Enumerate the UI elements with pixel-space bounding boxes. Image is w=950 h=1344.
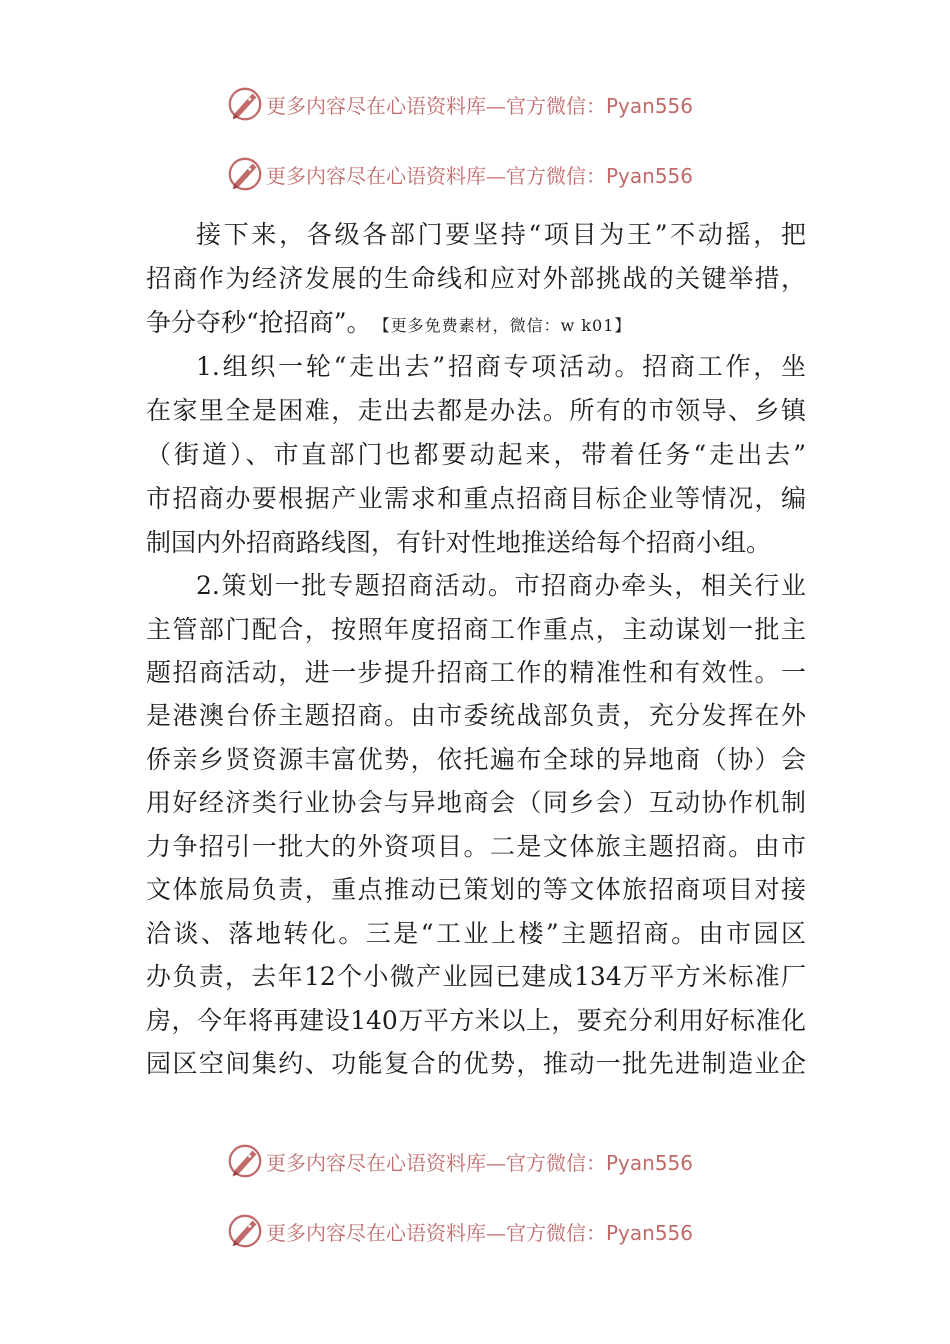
- body-line: 招商作为经济发展的生命线和应对外部挑战的关键举措，: [146, 264, 806, 293]
- watermark-id: Pyan556: [606, 1150, 694, 1175]
- body-line: 用好经济类行业协会与异地商会（同乡会）互动协作机制: [146, 788, 806, 817]
- inline-note: 【更多免费素材，微信：w k01】: [381, 316, 632, 335]
- body-line: 争分夺秒“抢招商”。: [146, 308, 372, 337]
- body-line: 1.组织一轮“走出去”招商专项活动。招商工作，坐: [196, 352, 806, 381]
- body-line: 办负责，去年12个小微产业园已建成134万平方米标准厂: [146, 962, 806, 991]
- body-line: 洽谈、落地转化。三是“工业上楼”主题招商。由市园区: [146, 919, 806, 948]
- body-line: 市招商办要根据产业需求和重点招商目标企业等情况，编: [146, 484, 806, 513]
- watermark-id: Pyan556: [606, 93, 694, 118]
- body-line: 园区空间集约、功能复合的优势，推动一批先进制造业企: [146, 1049, 806, 1078]
- body-line: 接下来，各级各部门要坚持“项目为王”不动摇，把: [196, 220, 806, 249]
- body-line: 力争招引一批大的外资项目。二是文体旅主题招商。由市: [146, 832, 806, 861]
- watermark-text: 更多内容尽在心语资料库—官方微信：: [266, 1220, 606, 1245]
- body-line: 主管部门配合，按照年度招商工作重点，主动谋划一批主: [146, 615, 806, 644]
- body-line: 是港澳台侨主题招商。由市委统战部负责，充分发挥在外: [146, 701, 806, 730]
- body-line: （街道）、市直部门也都要动起来，带着任务“走出去”: [146, 440, 806, 469]
- watermark-banner: [226, 1142, 693, 1180]
- body-line: 文体旅局负责，重点推动已策划的等文体旅招商项目对接: [146, 875, 806, 904]
- watermark-banner: [226, 1212, 693, 1250]
- body-line: 题招商活动，进一步提升招商工作的精准性和有效性。一: [146, 658, 806, 687]
- watermark-banner: [226, 155, 693, 193]
- watermark-text: 更多内容尽在心语资料库—官方微信：: [266, 1150, 606, 1175]
- watermark-text: 更多内容尽在心语资料库—官方微信：: [266, 93, 606, 118]
- body-line: 制国内外招商路线图，有针对性地推送给每个招商小组。: [146, 528, 772, 557]
- pen-nib-logo-icon: [226, 85, 264, 123]
- body-line: 房，今年将再建设140万平方米以上，要充分利用好标准化: [146, 1006, 806, 1035]
- pen-nib-logo-icon: [226, 155, 264, 193]
- body-line: 侨亲乡贤资源丰富优势，依托遍布全球的异地商（协）会: [146, 745, 806, 774]
- watermark-banner: [226, 85, 693, 123]
- watermark-id: Pyan556: [606, 163, 694, 188]
- body-line: 2.策划一批专题招商活动。市招商办牵头，相关行业: [196, 571, 806, 600]
- watermark-text: 更多内容尽在心语资料库—官方微信：: [266, 163, 606, 188]
- pen-nib-logo-icon: [226, 1142, 264, 1180]
- body-line-with-note: [146, 301, 631, 345]
- body-line: 在家里全是困难，走出去都是办法。所有的市领导、乡镇: [146, 396, 806, 425]
- pen-nib-logo-icon: [226, 1212, 264, 1250]
- watermark-id: Pyan556: [606, 1220, 694, 1245]
